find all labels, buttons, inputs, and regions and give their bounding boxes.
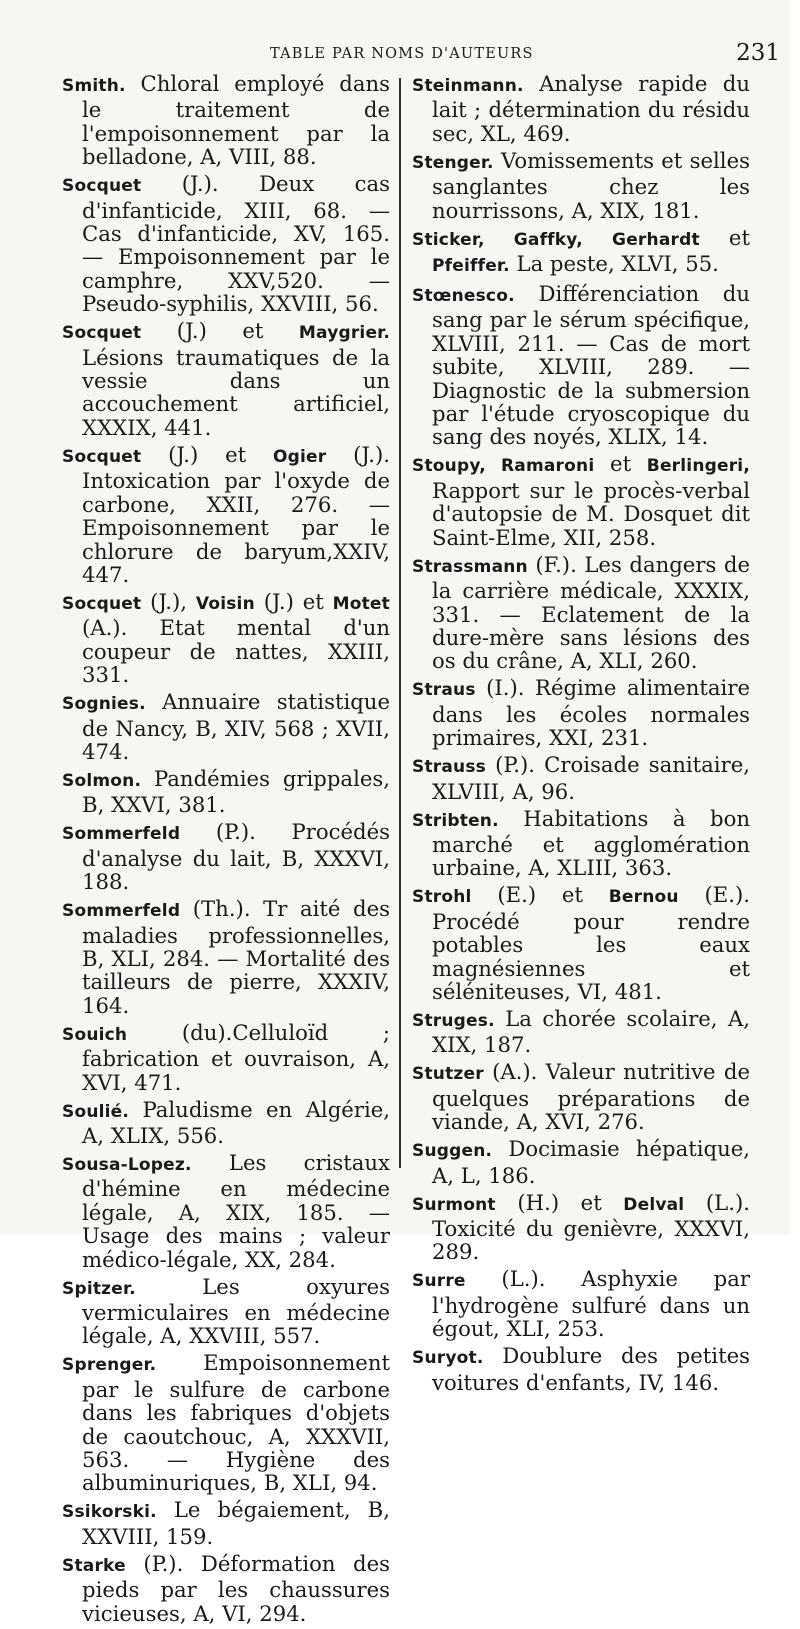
entry-text: Docimasie hépatique, A, L, 186. <box>432 1136 750 1188</box>
author-name: Delval <box>623 1194 685 1215</box>
index-entry <box>62 172 390 315</box>
entry-text: (H.) et <box>495 1189 624 1215</box>
entry-text: (P.). Procédés d'analyse du lait, B, XXXVI, 188. <box>82 819 390 895</box>
author-name: Strassmann <box>412 556 528 577</box>
index-entry <box>62 767 390 817</box>
index-entry <box>412 282 750 449</box>
author-name: Socquet <box>62 323 142 344</box>
entry-text <box>583 225 612 250</box>
author-name: Ogier <box>272 446 327 467</box>
author-name: Stribten. <box>412 810 499 831</box>
entry-text: Doublure des petites voitures d'enfants, IV, 146. <box>432 1343 750 1395</box>
index-entry <box>62 319 390 439</box>
entry-text: (du).Celluloïd ; fabrication et ouvraison, A, XVI, 471. <box>82 1019 390 1095</box>
author-name: Strauss <box>412 757 486 778</box>
author-name: Ssikorski. <box>62 1502 157 1523</box>
entry-text: Chloral employé dans le traitement de l'empoisonnement par la belladone, A, VIII, 88. <box>82 71 390 170</box>
author-name: Suryot. <box>412 1348 484 1369</box>
entry-text: Vomissements et selles sanglantes chez les nourrissons, A, XIX, 181. <box>432 147 750 223</box>
entry-text: La peste, XLVI, 55. <box>509 251 719 277</box>
entry-text: (L.). Asphyxie par l'hydrogène sulfuré dans un égout, XLI, 253. <box>432 1266 750 1342</box>
index-entry <box>62 1151 390 1271</box>
author-name: Stenger. <box>412 152 494 173</box>
author-name: Surre <box>412 1271 466 1292</box>
entry-text: Lésions traumatiques de la vessie dans un accouchement artificiel, XXXIX, 441. <box>82 344 390 440</box>
entry-text: et <box>699 224 750 250</box>
index-entry <box>62 1498 390 1548</box>
index-entry <box>412 676 750 749</box>
entry-text: Différenciation du sang par le sérum spécifique, XLVIII, 211. — Cas de mort subite, XLVIII, 289. — Diagnostic de la submersion par l'étude cryoscopique du sang des noyés, XLIX, 14. <box>432 281 750 450</box>
entry-text: (J.) et <box>141 318 299 344</box>
index-entry <box>412 1137 750 1187</box>
author-name: Socquet <box>62 176 142 197</box>
author-name: Gerhardt <box>612 229 700 250</box>
author-name: Souich <box>62 1024 128 1045</box>
author-name: Surmont <box>412 1194 496 1215</box>
entry-text <box>485 225 514 250</box>
page-header <box>62 40 780 72</box>
index-entry <box>412 1267 750 1340</box>
right-column <box>404 72 750 1629</box>
author-name: Smith. <box>62 76 126 96</box>
author-name: Bernou <box>608 887 679 908</box>
entry-text: (E.) et <box>471 882 609 908</box>
entry-text: Pandémies grippales, B, XXVI, 381. <box>82 765 390 818</box>
index-entry <box>62 443 390 586</box>
index-entry <box>62 72 390 169</box>
index-entry <box>412 1007 750 1057</box>
index-entry <box>412 753 750 803</box>
running-title: TABLE PAR NOMS D'AUTEURS <box>270 46 534 62</box>
index-entry <box>412 807 750 880</box>
index-entry <box>412 1191 750 1264</box>
author-name: Suggen. <box>412 1141 493 1162</box>
index-entry <box>62 1351 390 1494</box>
column-divider <box>399 78 401 1168</box>
author-name: Stutzer <box>412 1064 484 1085</box>
entry-text: Les cristaux d'hémine en médecine légale, A, XIX, 185. — Usage des mains ; valeur médico-légale, XX, 284. <box>82 1150 390 1272</box>
entry-text: et <box>594 451 647 477</box>
entry-text: (J.) et <box>254 588 333 614</box>
index-entry <box>62 820 390 893</box>
entry-text: Habitations à bon marché et agglomération urbaine, A, XLIII, 363. <box>432 805 750 881</box>
entry-text: Rapport sur le procès-verbal d'autopsie de M. Dosquet dit Saint-Elme, XII, 258. <box>432 477 750 550</box>
author-name: Straus <box>412 680 476 701</box>
author-name: Maygrier. <box>298 323 390 344</box>
author-name: Sprenger. <box>62 1355 157 1376</box>
index-entry <box>62 1098 390 1148</box>
index-entry <box>412 553 750 673</box>
entry-text: (J.). Deux cas d'infanticide, XIII, 68. — Cas d'infanticide, XV, 165. — Empoisonnement par le camphre, XXV,520. — Pseudo-syphilis, XXVIII, 56. <box>82 171 390 317</box>
entry-text: (J.), <box>141 588 196 614</box>
author-name: Berlingeri, <box>646 456 750 477</box>
index-entry <box>62 897 390 1017</box>
author-name: Sousa-Lopez. <box>62 1155 192 1175</box>
author-name: Socquet <box>62 593 142 614</box>
entry-text: Annuaire statistique de Nancy, B, XIV, 568 ; XVII, 474. <box>82 689 390 764</box>
entry-text: (P.). Croisade sanitaire, XLVIII, A, 96. <box>432 752 750 804</box>
author-name: Stœnesco. <box>412 286 515 307</box>
entry-text: (I.). Régime alimentaire dans les écoles normales primaires, XXI, 231. <box>432 675 750 751</box>
page-number: 231 <box>736 40 780 66</box>
entry-text: (A.). Etat mental d'un coupeur de nattes, XXIII, 331. <box>82 615 390 688</box>
entry-text: Analyse rapide du lait ; détermination du résidu sec, XL, 469. <box>432 71 750 146</box>
entry-text: (F.). Les dangers de la carrière médicale, XXXIX, 331. — Eclatement de la dure-mère sans lésions des os du crâne, A, XLI, 260. <box>432 551 750 674</box>
index-entry <box>412 1060 750 1133</box>
author-name: Pfeiffer. <box>432 256 510 277</box>
author-name: Struges. <box>412 1010 495 1031</box>
author-name: Strohl <box>412 887 472 908</box>
entry-text: (A.). Valeur nutritive de quelques préparations de viande, A, XVI, 276. <box>432 1059 750 1135</box>
entry-text: Le bégaiement, B, XXVIII, 159. <box>82 1497 390 1549</box>
author-name: Sticker, <box>412 229 485 250</box>
index-entry <box>412 226 750 279</box>
index-entry <box>412 149 750 222</box>
entry-text: (P.). Déformation des pieds par les chaussures vicieuses, A, VI, 294. <box>82 1550 390 1626</box>
author-name: Gaffky, <box>513 229 583 250</box>
index-entry <box>62 590 390 687</box>
entry-text: (L.). Toxicité du genièvre, XXXVI, 289. <box>432 1189 750 1265</box>
index-entry <box>62 1021 390 1094</box>
entry-text: (J.) et <box>141 441 273 467</box>
index-entry <box>412 72 750 145</box>
author-name: Sommerfeld <box>62 901 181 922</box>
index-entry <box>412 883 750 1003</box>
author-name: Spitzer. <box>62 1278 136 1299</box>
author-name: Sognies. <box>62 694 146 715</box>
author-name: Socquet <box>62 446 142 467</box>
entry-text: (Th.). Tr aité des maladies professionnelles, B, XLI, 284. — Mortalité des tailleurs de pierre, XXXIV, 164. <box>82 896 390 1018</box>
entry-text: Les oxyures vermiculaires en médecine légale, A, XXVIII, 557. <box>82 1273 390 1349</box>
index-entry <box>412 1344 750 1394</box>
author-name: Voisin <box>195 593 255 614</box>
index-entry <box>62 1275 390 1348</box>
author-name: Soulié. <box>62 1101 130 1122</box>
entry-text: (E.). Procédé pour rendre potables les eaux magnésiennes et séléniteuses, VI, 481. <box>432 882 750 1004</box>
entry-text: (J.). Intoxication par l'oxyde de carbone, XXII, 276. — Empoisonnement par le chlorure de baryum,XXIV, 447. <box>82 441 390 587</box>
author-name: Motet <box>332 593 390 614</box>
index-entry <box>62 690 390 763</box>
author-name: Solmon. <box>62 770 142 791</box>
author-name: Starke <box>62 1555 126 1576</box>
author-name: Sommerfeld <box>62 824 181 845</box>
index-entry <box>62 1552 390 1625</box>
entry-text: Empoisonnement par le sulfure de carbone dans les fabriques d'objets de caoutchouc, A, XXXVII, 563. — Hygiène des albuminuriques, B, XLI, 94. <box>82 1350 390 1496</box>
index-entry <box>412 452 750 549</box>
author-name: Steinmann. <box>412 76 524 96</box>
index-columns <box>62 72 762 1629</box>
entry-text: La chorée scolaire, A, XIX, 187. <box>432 1005 750 1058</box>
author-name: Stoupy, Ramaroni <box>412 456 595 477</box>
left-column <box>62 72 390 1629</box>
entry-text: Paludisme en Algérie, A, XLIX, 556. <box>82 1096 390 1148</box>
